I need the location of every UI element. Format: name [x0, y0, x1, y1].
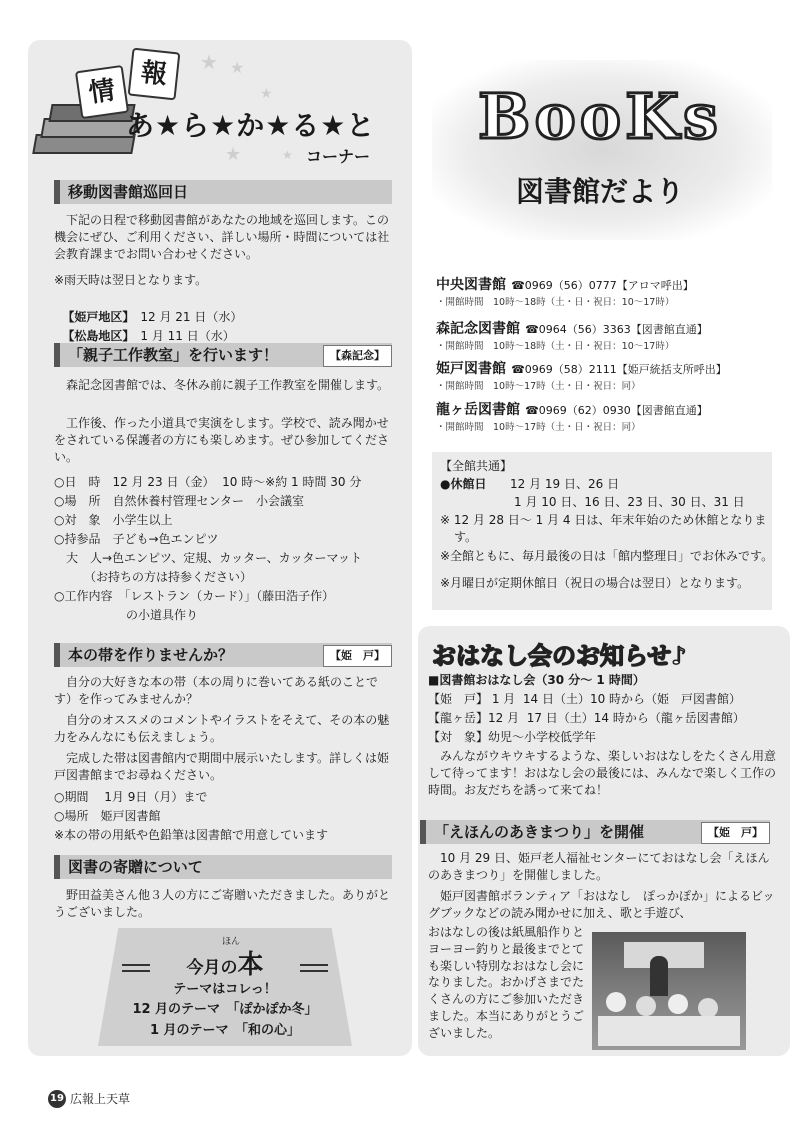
- ehon-festival-p2: 姫戸図書館ボランティア「おはなし ぽっかぽか」によるビッグブックなどの読み聞かせに加え、歌と手遊び、: [428, 889, 775, 920]
- craft-class-row: の小道具作り: [54, 608, 199, 622]
- ehon-festival-p3: おはなしの後は紙風船作りとヨーヨー釣りと最後までとても楽しい特別なおはなし会になりました。おかげさまでたくさんの方にご参加いただきました。本当にありがとうございました。: [428, 925, 585, 1040]
- ehon-festival-heading: 「えほんのあきまつり」を開催 【姫 戸】: [420, 820, 770, 844]
- library-entry: 中央図書館 ☎0969（56）0777【アロマ呼出】 ・開館時間 10時〜18時（土・日・祝日：10〜17時）: [436, 277, 694, 308]
- common-closed-1: 12 月 19 日、26 日: [510, 477, 620, 491]
- star-icon: ★: [230, 58, 245, 77]
- ohanashi-row: 【対 象】幼児〜小学校低学年: [428, 730, 597, 744]
- monthly-title-rule-right: [300, 964, 328, 972]
- monthly-theme-dec: 12 月のテーマ 「ぽかぽか冬」: [132, 1002, 318, 1017]
- page-number-badge: 19: [48, 1090, 66, 1108]
- craft-class-row: ○日 時 12 月 23 日（金） 10 時〜※約 1 時間 30 分: [54, 475, 362, 489]
- craft-class-p2: 工作後、作った小道具で実演をします。学校で、読み聞かせをされている保護者の方にも楽しめます。ぜひ参加してください。: [54, 416, 390, 464]
- book-obi-row: ○場所 姫戸図書館: [54, 809, 161, 823]
- common-heading: 【全館共通】: [440, 459, 513, 473]
- monthly-book-title: 今月の本: [186, 950, 264, 980]
- monthly-theme-intro: テーマはコレっ！: [173, 982, 277, 997]
- book-obi-heading: 本の帯を作りませんか？ 【姫 戸】: [54, 643, 392, 667]
- publication-name: 広報上天草: [70, 1092, 131, 1106]
- donation-body: 野田益美さん他３人の方にご寄贈いただきました。ありがとうございました。: [54, 888, 391, 919]
- book-obi-row: ○期間 1月 9日（月）まで: [54, 790, 208, 804]
- ohanashi-row: 【姫 戸】 1 月 14 日（土）10 時から（姫 戸図書館）: [428, 692, 742, 706]
- mobile-library-heading: 移動図書館巡回日: [54, 180, 392, 204]
- library-entry: 龍ヶ岳図書館 ☎0969（62）0930【図書館直通】 ・開館時間 10時〜17時（土・日・祝日：同）: [436, 402, 708, 433]
- donation-heading: 図書の寄贈について: [54, 855, 392, 879]
- common-note-1: ※ 12 月 28 日〜 1 月 4 日は、年末年始のため休館となります。: [440, 513, 767, 544]
- ohanashi-heading: おはなし会のお知らせ♪: [432, 642, 687, 670]
- ohanashi-row: 【龍ヶ岳】12 月 17 日（土）14 時から（龍ヶ岳図書館）: [428, 711, 745, 725]
- mobile-library-body: 下記の日程で移動図書館があなたの地域を巡回します。この機会にぜひ、ご利用ください、詳しい場所・時間については社会教育課までお問い合わせください。: [54, 213, 390, 261]
- common-closed-2: 1 月 10 日、16 日、23 日、30 日、31 日: [514, 495, 745, 509]
- library-entry: 森記念図書館 ☎0964（56）3363【図書館直通】 ・開館時間 10時〜18時（土・日・祝日：10〜17時）: [436, 321, 708, 352]
- mobile-library-row: 【松島地区】 1 月 11 日（水）: [62, 328, 235, 343]
- craft-class-heading: 「親子工作教室」を行います！ 【森記念】: [54, 343, 392, 367]
- craft-class-row: （お持ちの方は持参ください）: [54, 570, 253, 584]
- books-logo: BooKs: [478, 80, 722, 153]
- star-icon: ★: [282, 148, 293, 162]
- mobile-library-note: ※雨天時は翌日となります。: [54, 273, 208, 287]
- craft-class-row: ○持参品 子ども→色エンピツ: [54, 532, 219, 546]
- ehon-festival-p1: 10 月 29 日、姫戸老人福祉センターにておはなし会「えほんのあきまつり」を開催しました。: [428, 851, 770, 882]
- craft-class-row: ○場 所 自然休養村管理センター 小会議室: [54, 494, 304, 508]
- monthly-book-ruby: ほん: [222, 937, 241, 947]
- corner-title: あ★ら★か★る★と: [126, 109, 376, 142]
- ohanashi-sub: ■図書館おはなし会（30 分〜 1 時間）: [428, 673, 645, 687]
- monthly-theme-jan: 1 月のテーマ 「和の心」: [149, 1023, 301, 1038]
- star-icon: ★: [225, 144, 242, 165]
- craft-class-row: 大 人→色エンピツ、定規、カッター、カッターマット: [54, 551, 363, 565]
- ohanashi-body: みんながウキウキするような、楽しいおはなしをたくさん用意して待ってます！おはなし会の最後には、みんなで楽しく工作の時間。お友だちを誘って来てね！: [428, 749, 777, 797]
- star-icon: ★: [260, 86, 273, 102]
- book-obi-p1: 自分の大好きな本の帯（本の周りに巻いてある紙のことです）を作ってみませんか？: [54, 675, 379, 706]
- monthly-title-rule-left: [122, 964, 150, 972]
- craft-class-row: ○工作内容 「レストラン（カード）」（藤田浩子作）: [54, 589, 335, 603]
- books-subtitle: 図書館だより: [515, 175, 684, 208]
- craft-class-row: ○対 象 小学生以上: [54, 513, 173, 527]
- common-closed-label: ●休館日: [440, 477, 487, 491]
- library-entry: 姫戸図書館 ☎0969（58）2111【姫戸統括支所呼出】 ・開館時間 10時〜17時（土・日・祝日：同）: [436, 361, 727, 392]
- common-note-2: ※全館ともに、毎月最後の日は「館内整理日」でお休みです。: [440, 549, 774, 563]
- corner-tag-1: 情: [75, 65, 129, 119]
- corner-subtitle: コーナー: [306, 147, 371, 166]
- craft-class-p1: 森記念図書館では、冬休み前に親子工作教室を開催します。: [66, 378, 390, 392]
- common-note-3: ※月曜日が定期休館日（祝日の場合は翌日）となります。: [440, 576, 750, 590]
- corner-title-block: [30, 46, 410, 176]
- mobile-library-row: 【姫戸地区】 12 月 21 日（水）: [62, 309, 243, 324]
- corner-tag-2: 報: [128, 48, 181, 101]
- star-icon: ★: [200, 50, 218, 74]
- book-obi-p2: 自分のオススメのコメントやイラストをそえて、その本の魅力をみんなにも伝えましょう。: [54, 713, 390, 744]
- event-photo: [592, 932, 746, 1050]
- book-obi-row: ※本の帯の用紙や色鉛筆は図書館で用意しています: [54, 828, 329, 842]
- book-obi-p3: 完成した帯は図書館内で期間中展示いたします。詳しくは姫戸図書館までお尋ねください。: [54, 751, 390, 782]
